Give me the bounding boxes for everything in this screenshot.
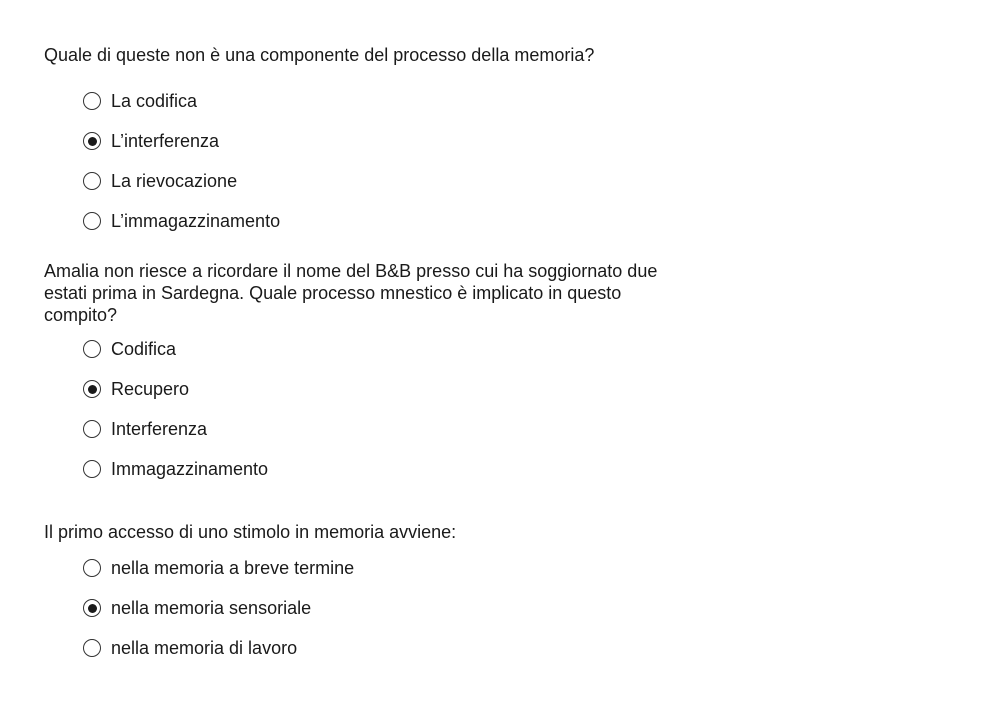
question-text: Quale di queste non è una componente del processo della memoria? xyxy=(44,45,595,65)
option-radio[interactable] xyxy=(83,636,297,660)
option-label: nella memoria di lavoro xyxy=(111,638,298,658)
radio-icon[interactable] xyxy=(83,132,101,150)
radio-icon[interactable] xyxy=(83,639,101,657)
option-radio[interactable] xyxy=(83,457,268,481)
question-3 xyxy=(44,521,744,658)
radio-icon[interactable] xyxy=(83,340,101,358)
option-radio[interactable] xyxy=(83,209,280,233)
radio-icon[interactable] xyxy=(83,92,101,110)
option-label: Immagazzinamento xyxy=(111,459,269,479)
option-radio[interactable] xyxy=(83,337,176,361)
question-text: Il primo accesso di uno stimolo in memoria avviene: xyxy=(44,522,457,542)
option-radio[interactable] xyxy=(83,377,189,401)
option-label: Codifica xyxy=(111,339,177,359)
option-radio[interactable] xyxy=(83,169,237,193)
question-1 xyxy=(44,44,744,231)
question-text: Amalia non riesce a ricordare il nome del B&B presso cui ha soggiornato due estati prima in Sardegna. Quale processo mnestico è implicato in questo compito? xyxy=(44,261,658,325)
option-radio[interactable] xyxy=(83,556,354,580)
radio-icon[interactable] xyxy=(83,420,101,438)
option-radio[interactable] xyxy=(83,417,207,441)
radio-icon[interactable] xyxy=(83,172,101,190)
radio-icon[interactable] xyxy=(83,380,101,398)
option-label: Interferenza xyxy=(111,419,208,439)
option-radio[interactable] xyxy=(83,129,219,153)
option-label: nella memoria sensoriale xyxy=(111,598,312,618)
option-label: nella memoria a breve termine xyxy=(111,558,355,578)
option-label: L’immagazzinamento xyxy=(111,211,281,231)
question-2 xyxy=(44,260,744,479)
radio-icon[interactable] xyxy=(83,460,101,478)
radio-icon[interactable] xyxy=(83,212,101,230)
option-radio[interactable] xyxy=(83,89,197,113)
option-label: La rievocazione xyxy=(111,171,238,191)
option-label: La codifica xyxy=(111,91,198,111)
option-radio[interactable] xyxy=(83,596,311,620)
radio-icon[interactable] xyxy=(83,559,101,577)
option-label: L’interferenza xyxy=(111,131,220,151)
radio-icon[interactable] xyxy=(83,599,101,617)
option-label: Recupero xyxy=(111,379,190,399)
